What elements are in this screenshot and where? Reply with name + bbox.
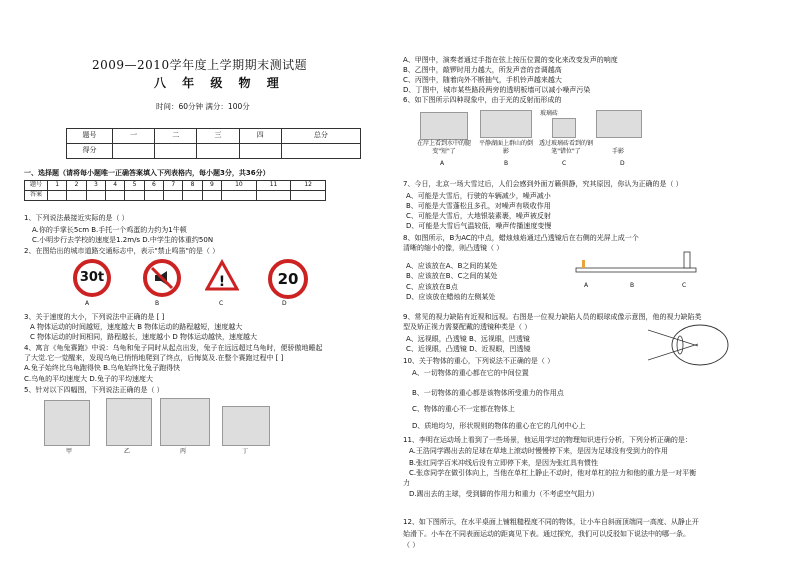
answer-cell[interactable] <box>164 191 183 201</box>
answer-cell[interactable] <box>202 191 221 201</box>
gong-image <box>106 398 152 446</box>
pic-label: 丁 <box>242 448 249 455</box>
q4-options-cd: C.乌龟的平均速度大 D.兔子的平均速度大 <box>24 375 153 383</box>
right-col-line: D、应该放在蜡烛的左侧某处 <box>406 293 496 301</box>
answer-number: 11 <box>256 181 291 191</box>
right-col-line: （ ） <box>403 541 420 549</box>
sign-label: C <box>219 300 224 307</box>
score-cell[interactable] <box>281 144 360 159</box>
optical-bench-diagram <box>574 250 704 282</box>
q1-options-cd: C.小明步行去学校的速度是1.2m/s D.中学生的体重约50N <box>32 236 214 244</box>
right-col-line: C、可能是大雪后，大地银装素裹，噪声被反射 <box>406 212 551 220</box>
mountain-reflection-image <box>480 110 532 138</box>
right-col-line: C、应该放在B点 <box>406 283 458 291</box>
score-cell[interactable] <box>113 144 155 159</box>
answer-label: 答案 <box>25 191 48 201</box>
answer-number: 8 <box>183 181 202 191</box>
right-col-line: D、丁图中，城市某些路段两旁的透明板墙可以减小噪声污染 <box>403 86 591 94</box>
right-col-line: A、远视眼，凸透镜 B、远视眼，凹透镜 <box>406 335 530 343</box>
pic-label: 乙 <box>124 448 131 455</box>
q3-options-cd: C 物体运动的时间相同，路程越长，速度越小 D 物体运动越快，速度越大 <box>30 333 257 341</box>
pic6-letter: A <box>440 160 445 167</box>
right-col-line: A、可能是大雪后，行驶的车辆减少，噪声减小 <box>406 192 551 200</box>
right-col-line: 始滑下。小车在不同表面运动的距离见下表。通过探究，我们可以反驳如下说法中的哪一条。 <box>403 530 690 538</box>
right-col-line: A、甲图中，演奏者通过手指在弦上按压位置的变化来改变发声的响度 <box>403 56 618 64</box>
answer-cell[interactable] <box>86 191 105 201</box>
score-header: 总分 <box>281 129 360 144</box>
sign-label: D <box>282 300 287 307</box>
right-col-line: 11、李明在运动场上看到了一些场景，他运用学过的物理知识进行分析，下列分析正确的是： <box>403 436 692 444</box>
answer-cell[interactable] <box>291 191 326 201</box>
hand-shadow-image <box>596 110 642 138</box>
pic6-caption: 手影 <box>612 148 625 155</box>
right-col-line: D、可能是大雪后气温较低，噪声传播速度变慢 <box>406 222 552 230</box>
answer-cell[interactable] <box>106 191 125 201</box>
answer-number: 4 <box>106 181 125 191</box>
score-cell[interactable] <box>239 144 281 159</box>
section1-heading: 一、选择题（请将每小题唯一正确答案填入下列表格内，每小题3分，共36分） <box>24 169 270 177</box>
right-col-line: C.张彦同学在做引体向上，当他在单杠上静止不动时，他对单杠的拉力和他的重力是一对平衡 <box>409 469 697 477</box>
pic6-caption: 平静湖面上群山的倒影 <box>478 140 533 156</box>
leg-in-water-image <box>420 112 468 140</box>
bench-label: B <box>630 282 635 289</box>
right-col-line: D、质地均匀，形状规则的物体的重心在它的几何中心上 <box>412 422 586 430</box>
eye-diagram <box>648 322 732 368</box>
answer-number: 1 <box>48 181 67 191</box>
q4-cont: 了大觉.它一觉醒来，发现乌龟已悄悄地爬到了终点，后悔莫及.在整个赛跑过程中 [ ] <box>24 354 284 362</box>
pic-label: 甲 <box>66 448 73 455</box>
vacuum-jar-image <box>160 398 210 446</box>
right-col-line: C、丙图中，随着向外不断抽气，手机铃声越来越大 <box>403 76 562 84</box>
pic6-letter: B <box>504 160 509 167</box>
right-col-line: 7、今日，北京一场大雪过后，人们会感到外面万籁俱静，究其原因，你认为正确的是（ ） <box>403 180 683 188</box>
answer-number: 12 <box>291 181 326 191</box>
q4: 4、寓言《龟兔赛跑》中说：乌龟和兔子同时从起点出发，兔子在远远超过乌龟时，便骄傲地睡起 <box>24 344 323 352</box>
right-col-line: B、可能是大雪蓬松且多孔，对噪声有吸收作用 <box>406 202 551 210</box>
pen-glass-image <box>552 118 576 138</box>
answer-cell[interactable] <box>222 191 257 201</box>
answer-number: 5 <box>125 181 144 191</box>
right-col-line: D.踢出去的主球，受到脚的作用力和重力（不考虑空气阻力） <box>409 490 599 498</box>
right-col-line: 8、如图所示，B为AC的中点，蜡烛烛焰通过凸透镜后在右侧的光屏上成一个 <box>403 234 639 242</box>
right-col-line: 型及矫正视力需要配戴的透镜种类是（ ） <box>403 323 532 331</box>
q3: 3、关于速度的大小，下列说法中正确的是 [ ] <box>24 313 165 321</box>
q2: 2、在图给出的城市道路交通标志中，表示"禁止鸣笛"的是（ ） <box>24 247 220 255</box>
right-col-line: 清晰的缩小的像，则凸透镜（ ） <box>403 244 504 252</box>
right-col-line: B、一切物体的重心都是该物体所受重力的作用点 <box>412 389 564 397</box>
q1: 1、下列说法最接近实际的是（ ） <box>24 214 129 222</box>
right-col-line: 9、常见的视力缺陷有近视和远视。右图是一位视力缺陷人员的眼球成像示意图，他的视力缺陷类 <box>403 313 702 321</box>
pic6-caption: 在岸上看到水中的腿变"短"了 <box>416 140 471 156</box>
answer-number: 6 <box>144 181 163 191</box>
score-cell[interactable] <box>155 144 197 159</box>
q3-options-ab: A 物体运动的时间越短，速度越大 B 物体运动的路程越短，速度越大 <box>30 323 243 331</box>
pic6-letter: D <box>620 160 625 167</box>
right-col-line: C、近视眼，凸透镜 D、近视眼，凹透镜 <box>406 345 531 353</box>
glass-brick-tag: 玻璃砖 <box>540 110 559 117</box>
speed-limit-sign-icon <box>268 259 308 299</box>
answer-table <box>24 180 326 201</box>
answer-number: 2 <box>67 181 86 191</box>
score-header: 一 <box>113 129 155 144</box>
right-col-line: B、乙图中，敲锣时用力越大，所发声音的音调越高 <box>403 66 562 74</box>
score-header: 二 <box>155 129 197 144</box>
right-col-line: B、应该放在B、C之间的某处 <box>406 272 498 280</box>
answer-cell[interactable] <box>67 191 86 201</box>
score-cell[interactable] <box>197 144 239 159</box>
answer-cell[interactable] <box>125 191 144 201</box>
answer-number: 9 <box>202 181 221 191</box>
answer-number: 10 <box>222 181 257 191</box>
sign-c-text: ! <box>218 274 226 290</box>
bench-label: A <box>584 282 589 289</box>
score-header: 三 <box>197 129 239 144</box>
answer-cell[interactable] <box>48 191 67 201</box>
exam-subtitle: 八 年 级 物 理 <box>154 76 285 90</box>
sign-label: B <box>155 300 160 307</box>
time-info: 时间：60分钟 满分：100分 <box>156 102 250 111</box>
guitar-player-image <box>44 400 90 446</box>
sign-a-text: 30t <box>79 270 105 286</box>
warning-sign-icon <box>205 259 239 293</box>
right-col-line: 力 <box>403 479 410 487</box>
right-col-line: 10、关于物体的重心，下列说法不正确的是（ ） <box>403 357 555 365</box>
right-col-line: C、物体的重心不一定都在物体上 <box>412 405 515 413</box>
right-col-line: 12、如下图所示，在水平桌面上铺粗糙程度不同的物体，让小车自斜面顶端同一高度、从静止开 <box>403 518 699 526</box>
answer-label: 题号 <box>25 181 48 191</box>
right-col-line: A、应该放在A、B之间的某处 <box>406 262 498 270</box>
bench-label: C <box>682 282 687 289</box>
sign-label: A <box>85 300 90 307</box>
score-table <box>66 128 361 159</box>
answer-number: 3 <box>86 181 105 191</box>
right-col-line: B.张红同学百米冲线后没有立即停下来，是因为张红具有惯性 <box>409 459 599 467</box>
q1-options-ab: A.你的手掌长5cm B.手托一个鸡蛋的力约为1牛顿 <box>32 226 187 234</box>
no-horn-sign-icon <box>143 259 181 297</box>
q5: 5、针对以下四幅图，下列说法正确的是（ ） <box>24 386 164 394</box>
pic6-caption: 透过玻璃砖看到的钢笔"错位"了 <box>538 140 593 156</box>
sign-d-text: 20 <box>277 269 299 288</box>
right-col-line: A.王浩同学踢出去的足球在草地上滚动时慢慢停下来，是因为足球没有受到力的作用 <box>409 447 668 455</box>
exam-title: 2009—2010学年度上学期期末测试题 <box>92 58 308 72</box>
answer-cell[interactable] <box>256 191 291 201</box>
right-col-line: A、一切物体的重心都在它的中间位置 <box>412 369 529 377</box>
horn-icon <box>147 263 177 293</box>
sound-barrier-image <box>222 406 270 446</box>
score-header: 四 <box>239 129 281 144</box>
answer-cell[interactable] <box>144 191 163 201</box>
q4-options-ab: A.兔子始终比乌龟跑得快 B.乌龟始终比兔子跑得快 <box>24 364 181 372</box>
right-col-line: 6、如下图所示四种现象中，由于光的反射而形成的 <box>403 96 562 104</box>
score-header: 题号 <box>67 129 113 144</box>
answer-number: 7 <box>164 181 183 191</box>
pic-label: 丙 <box>180 448 187 455</box>
answer-cell[interactable] <box>183 191 202 201</box>
weight-limit-sign-icon <box>73 259 111 297</box>
pic6-letter: C <box>562 160 567 167</box>
score-row-label: 得分 <box>67 144 113 159</box>
